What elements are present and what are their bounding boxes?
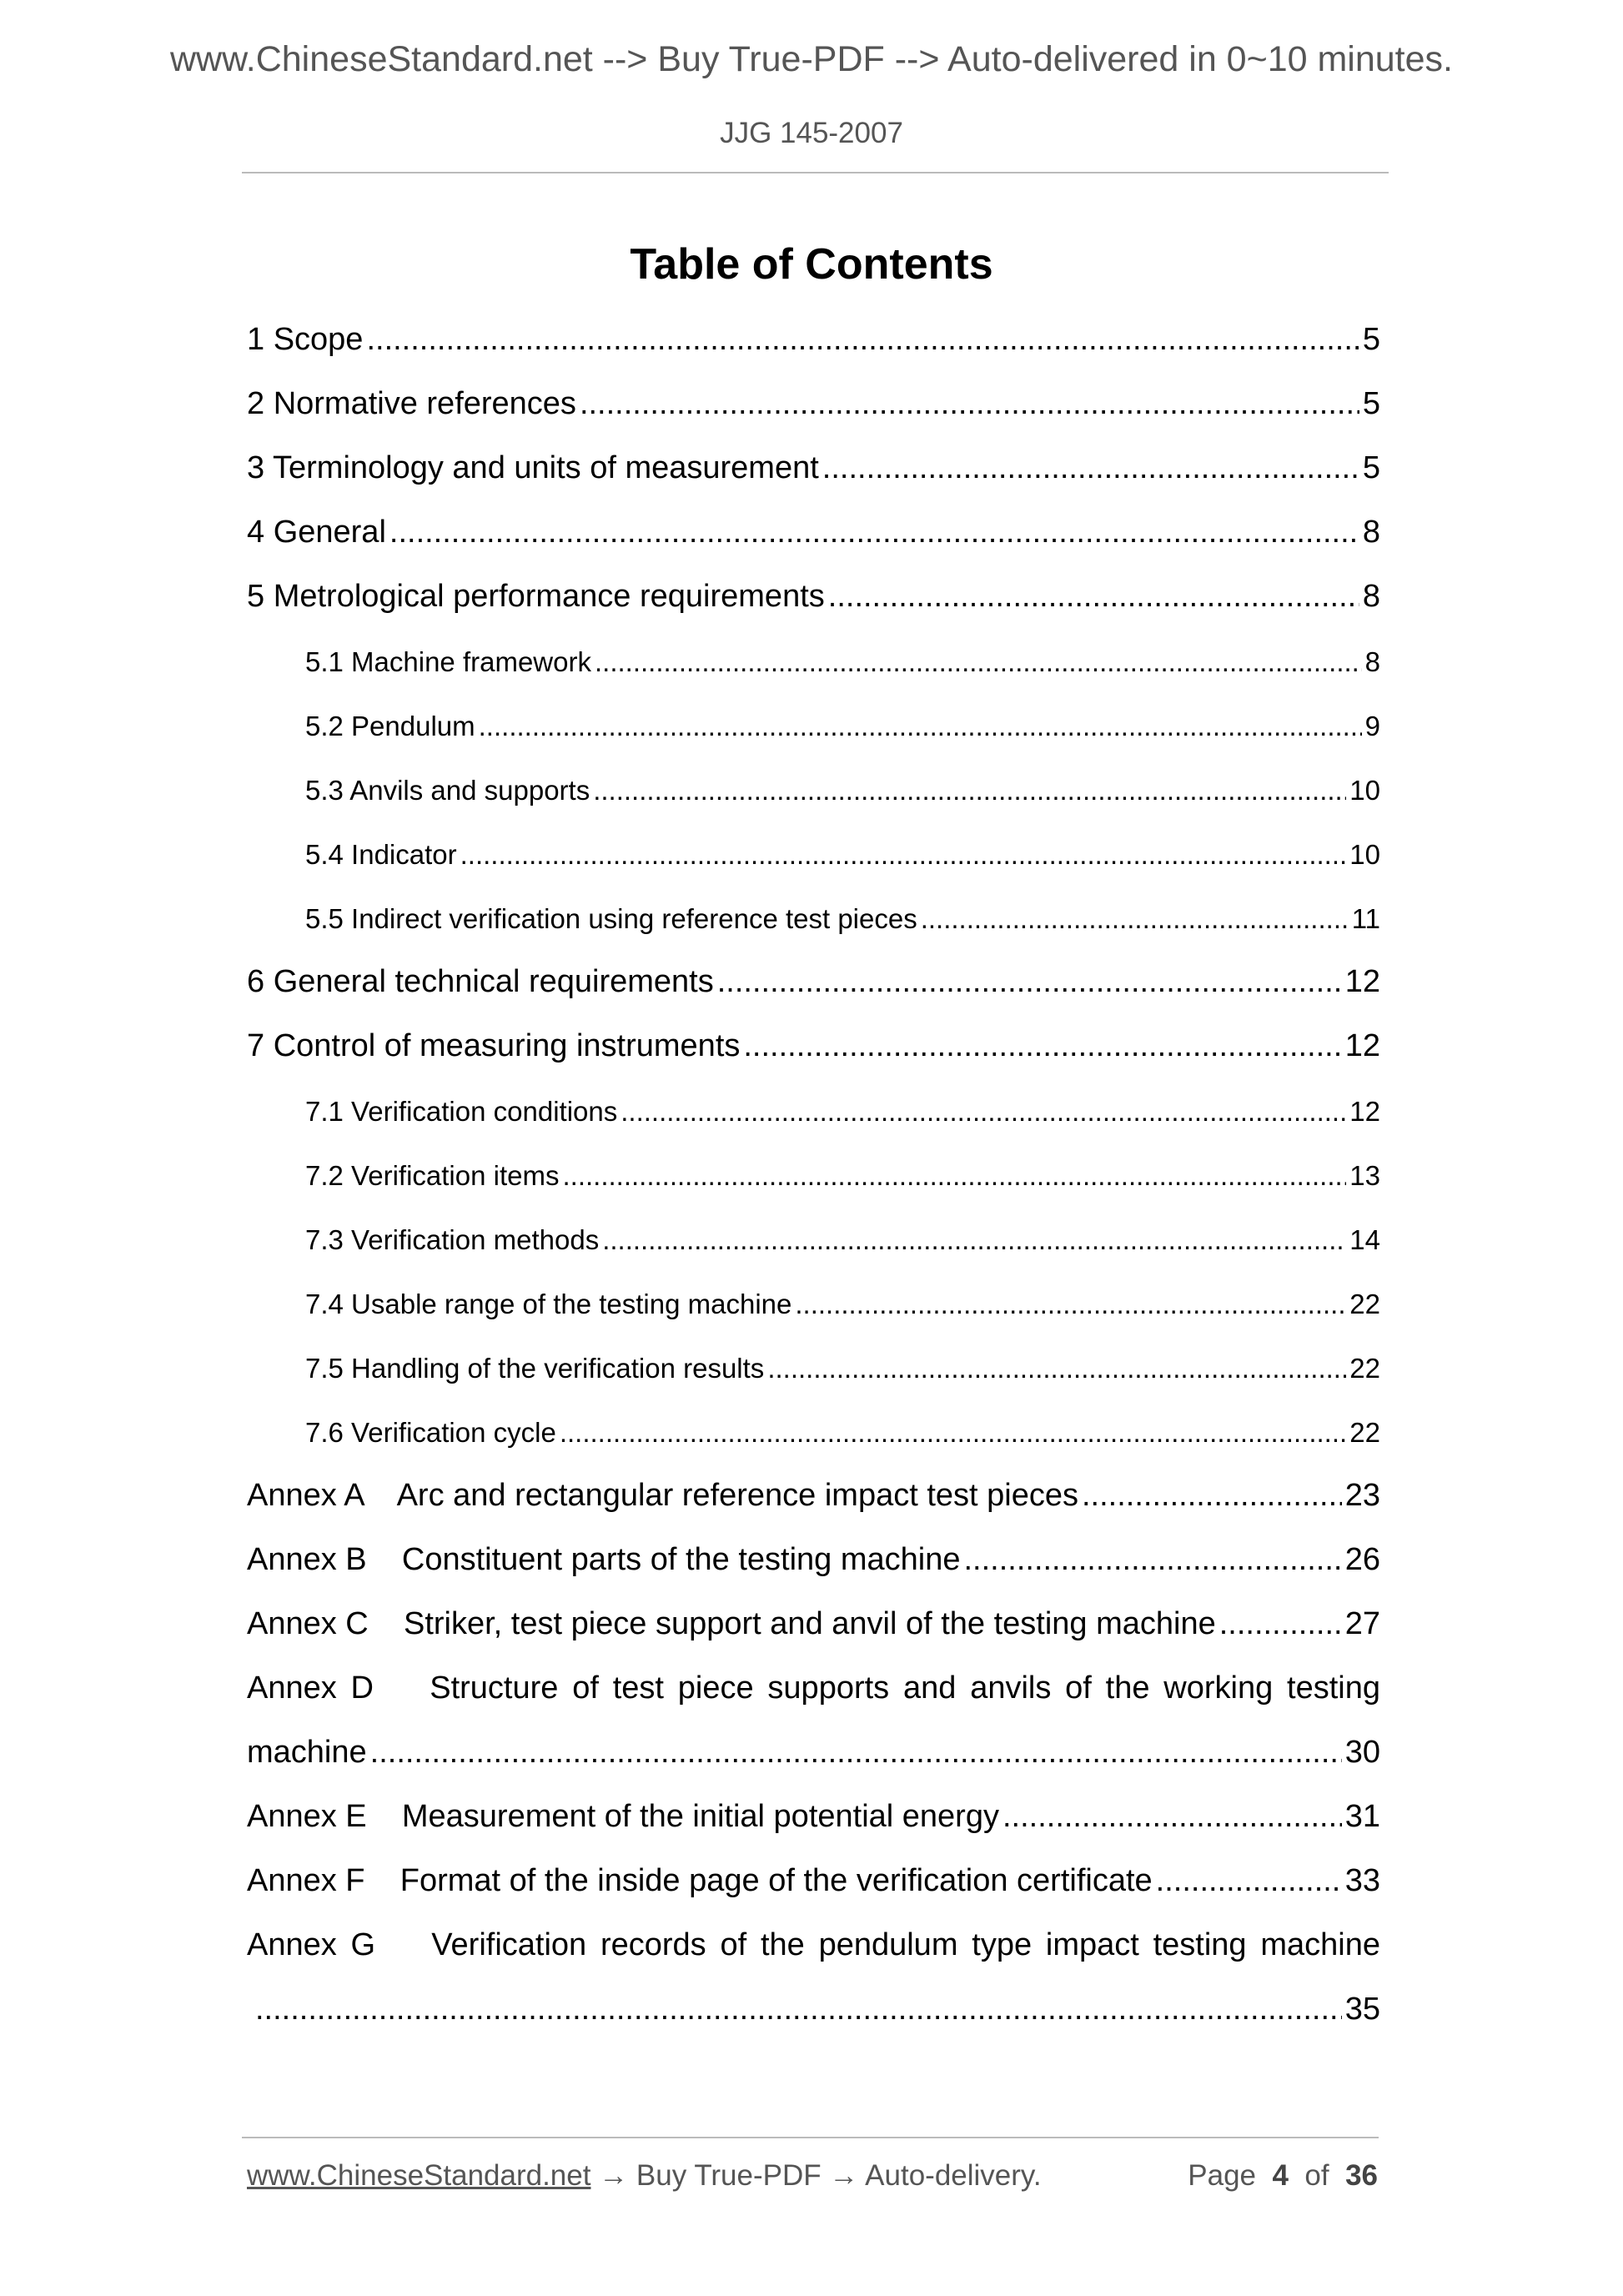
toc-entry-label: Annex C Striker, test piece support and anvil of the testing machine: [247, 1606, 1216, 1641]
footer-link[interactable]: www.ChineseStandard.net: [247, 2159, 591, 2192]
total-pages: 36: [1345, 2159, 1378, 2192]
toc-entry-handling-results[interactable]: [305, 1353, 1380, 1384]
toc-entry-page: 23: [1344, 1478, 1380, 1513]
toc-entry-label: 2 Normative references: [247, 386, 576, 421]
toc-entry-page: 12: [1344, 1028, 1380, 1063]
toc-entry-label: Annex B Constituent parts of the testing machine: [247, 1542, 961, 1577]
toc-entry-terminology[interactable]: [247, 450, 1380, 487]
dot-leader: [580, 386, 1359, 423]
dot-leader: [255, 1992, 1342, 2028]
toc-entry-page: 12: [1344, 964, 1380, 999]
toc-entry-page: 8: [1362, 515, 1380, 550]
toc-entry-annex-e[interactable]: [247, 1799, 1380, 1836]
toc-entry-label: 3 Terminology and units of measurement: [247, 450, 819, 485]
page-word: Page: [1188, 2159, 1257, 2192]
toc-entry-page: 14: [1349, 1224, 1380, 1255]
toc-entry-page: 30: [1344, 1735, 1380, 1770]
toc-entry-annex-d[interactable]: [247, 1735, 1380, 1771]
toc-entry-page: 13: [1349, 1160, 1380, 1191]
toc-entry-verification-cycle[interactable]: [305, 1417, 1380, 1449]
toc-entry-page: 27: [1344, 1606, 1380, 1641]
toc-entry-general[interactable]: [247, 515, 1380, 551]
toc-entry-anvils-supports[interactable]: [305, 775, 1380, 806]
toc-entry-label: 7.3 Verification methods: [305, 1224, 600, 1255]
toc-entry-control-instruments[interactable]: [247, 1028, 1380, 1065]
toc-entry-page: 8: [1364, 646, 1380, 677]
page-indicator: [1188, 2161, 1378, 2190]
toc-entry-label: 6 General technical requirements: [247, 964, 714, 999]
toc-entry-page: 5: [1362, 450, 1380, 485]
footer-divider: [242, 2137, 1379, 2138]
page-number: 4: [1272, 2159, 1289, 2192]
toc-entry-label: 7.4 Usable range of the testing machine: [305, 1289, 792, 1319]
toc-entry-label: 7 Control of measuring instruments: [247, 1028, 741, 1063]
dot-leader: [593, 775, 1346, 806]
document-id: JJG 145-2007: [720, 117, 903, 149]
toc-entry-metrological-performance[interactable]: [247, 579, 1380, 615]
toc-entry-page: 35: [1344, 1992, 1380, 2027]
toc-entry-scope[interactable]: [247, 322, 1380, 359]
dot-leader: [370, 1735, 1342, 1771]
toc-entry-general-technical[interactable]: [247, 964, 1380, 1001]
dot-leader: [963, 1542, 1341, 1579]
toc-entry-page: 10: [1349, 775, 1380, 806]
dot-leader: [795, 1289, 1346, 1320]
toc-entry-label: 5.4 Indicator: [305, 839, 457, 870]
toc-entry-verification-methods[interactable]: [305, 1224, 1380, 1256]
toc-entry-page: 9: [1364, 711, 1380, 741]
toc-entry-indirect-verification[interactable]: [305, 903, 1380, 935]
toc-entry-usable-range[interactable]: [305, 1289, 1380, 1320]
toc-entry-label: 5 Metrological performance requirements: [247, 579, 825, 614]
toc-entry-page: 22: [1349, 1289, 1380, 1319]
toc-entry-label: 4 General: [247, 515, 386, 550]
dot-leader: [1219, 1606, 1342, 1643]
dot-leader: [767, 1353, 1346, 1384]
of-word: of: [1304, 2159, 1329, 2192]
top-banner: www.ChineseStandard.net --> Buy True-PDF --> Auto-delivered in 0~10 minutes.: [169, 39, 1453, 79]
toc-entry-annex-g-line1[interactable]: Annex G Verification records of the pendulum type impact testing machine: [247, 1927, 1380, 1962]
toc-entry-label: Annex A Arc and rectangular reference impact test pieces: [247, 1478, 1078, 1513]
toc-entry-annex-g[interactable]: [255, 1992, 1380, 2028]
toc-entry-verification-items[interactable]: [305, 1160, 1380, 1192]
dot-leader: [366, 322, 1359, 359]
toc-entry-annex-d-line1[interactable]: Annex D Structure of test piece supports and anvils of the working testing: [247, 1671, 1380, 1706]
toc-entry-page: 8: [1362, 579, 1380, 614]
dot-leader: [460, 839, 1347, 871]
dot-leader: [562, 1160, 1346, 1192]
toc-entry-label: 7.2 Verification items: [305, 1160, 560, 1191]
toc-entry-label: Annex F Format of the inside page of the verification certificate: [247, 1863, 1153, 1898]
toc-entry-page: 22: [1349, 1353, 1380, 1384]
dot-leader: [621, 1096, 1346, 1128]
page-title: Table of Contents: [630, 240, 993, 289]
toc-entry-label: 5.1 Machine framework: [305, 646, 591, 677]
toc-entry-label: 5.2 Pendulum: [305, 711, 475, 741]
toc-entry-page: 22: [1349, 1417, 1380, 1448]
toc-entry-page: 5: [1362, 386, 1380, 421]
toc-entry-label: 5.5 Indirect verification using reference test pieces: [305, 903, 917, 934]
dot-leader: [822, 450, 1359, 487]
dot-leader: [595, 646, 1362, 678]
dot-leader: [602, 1224, 1346, 1256]
toc-entry-annex-a[interactable]: [247, 1478, 1380, 1515]
dot-leader: [717, 964, 1342, 1001]
toc-entry-page: 33: [1344, 1863, 1380, 1898]
toc-entry-annex-b[interactable]: [247, 1542, 1380, 1579]
toc-entry-label: 5.3 Anvils and supports: [305, 775, 590, 806]
toc-entry-annex-c[interactable]: [247, 1606, 1380, 1643]
toc-entry-page: 5: [1362, 322, 1380, 357]
dot-leader: [479, 711, 1362, 742]
dot-leader: [1002, 1799, 1342, 1836]
footer-text: → Buy True-PDF → Auto-delivery.: [590, 2159, 1042, 2192]
dot-leader: [560, 1417, 1346, 1449]
toc-entry-label: Annex E Measurement of the initial potential energy: [247, 1799, 999, 1834]
toc-entry-label: 1 Scope: [247, 322, 364, 357]
toc-entry-page: 26: [1344, 1542, 1380, 1577]
toc-entry-annex-f[interactable]: [247, 1863, 1380, 1900]
toc-entry-page: 12: [1349, 1096, 1380, 1127]
toc-entry-machine-framework[interactable]: [305, 646, 1380, 678]
toc-entry-indicator[interactable]: [305, 839, 1380, 871]
dot-leader: [1156, 1863, 1342, 1900]
toc-entry-pendulum[interactable]: [305, 711, 1380, 742]
toc-entry-verification-conditions[interactable]: [305, 1096, 1380, 1128]
dot-leader: [1082, 1478, 1342, 1515]
toc-entry-label: 7.1 Verification conditions: [305, 1096, 618, 1127]
dot-leader: [828, 579, 1359, 615]
toc-entry-label: 7.6 Verification cycle: [305, 1417, 556, 1448]
toc-entry-page: 10: [1349, 839, 1380, 870]
dot-leader: [743, 1028, 1341, 1065]
dot-leader: [921, 903, 1349, 935]
toc-entry-page: 31: [1344, 1799, 1380, 1834]
page-footer: [247, 2161, 1378, 2190]
toc-entry-normative-references[interactable]: [247, 386, 1380, 423]
toc-entry-page: 11: [1351, 903, 1380, 934]
dot-leader: [389, 515, 1359, 551]
toc-entry-label: machine: [247, 1735, 367, 1770]
toc-entry-label: 7.5 Handling of the verification results: [305, 1353, 765, 1384]
